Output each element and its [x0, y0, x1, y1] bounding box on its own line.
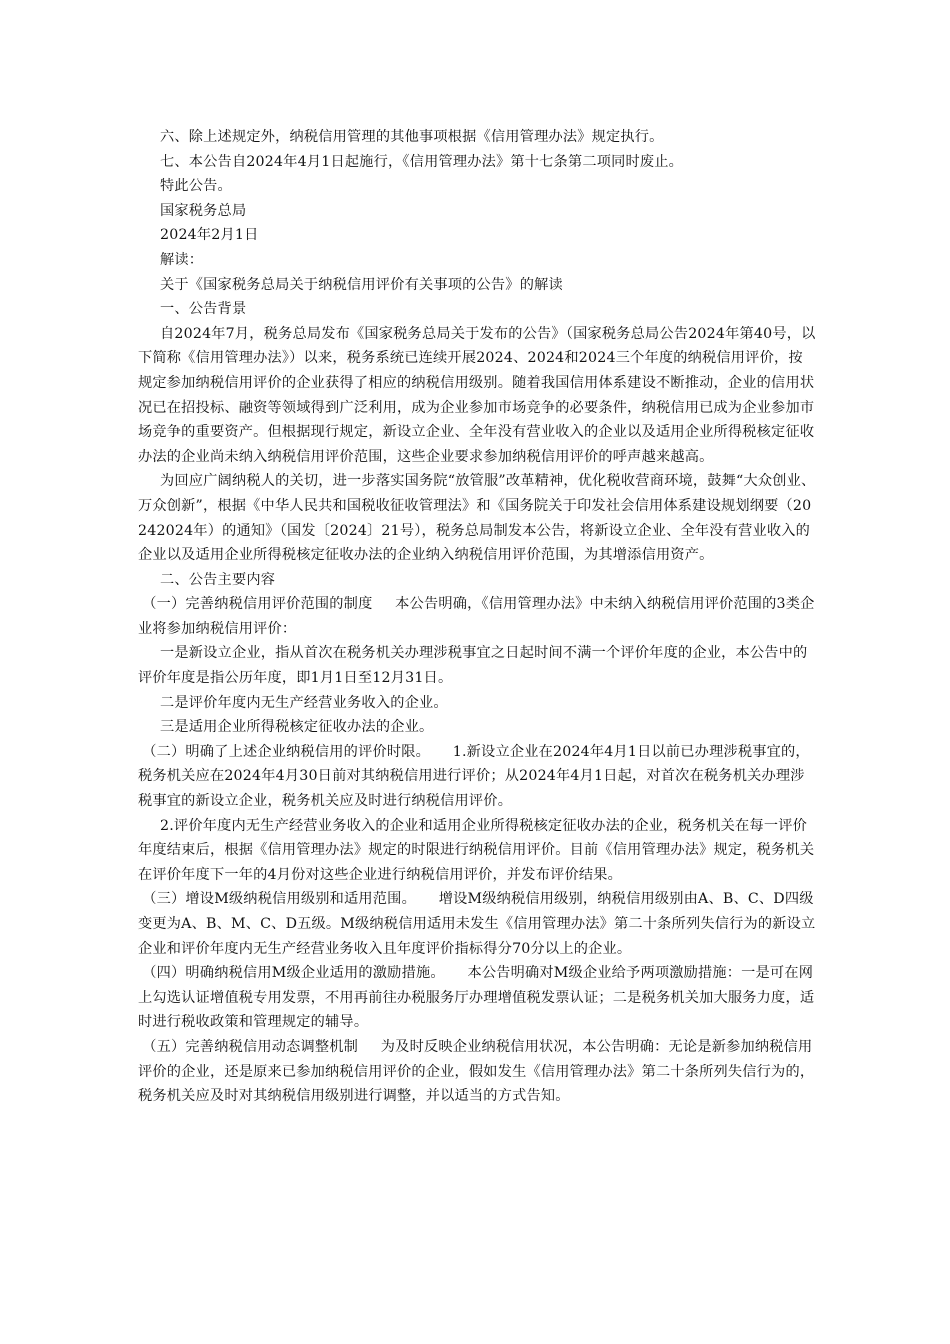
document-body	[138, 125, 816, 1109]
interpretation-label: 解读：	[160, 251, 204, 268]
item-3-text: 增设M级纳税信用级别，纳税信用级别由A、B、C、D四级变更为A、B、M、C、D五级。M级纳税信用适用未发生《信用管理办法》第二十条所列失信行为的新设立企业和评价年度内无生产经营业务收入且年度评价指标得分70分以上的企业。	[138, 891, 816, 957]
paragraph-item-3	[138, 887, 816, 961]
paragraph-article-6: 六、除上述规定外，纳税信用管理的其他事项根据《信用管理办法》规定执行。	[160, 129, 664, 145]
item-2-heading: （二）明确了上述企业纳税信用的评价时限。	[142, 743, 431, 760]
item-5-heading: （五）完善纳税信用动态调整机制	[142, 1038, 359, 1055]
paragraph-item-2-b: 2.评价年度内无生产经营业务收入的企业和适用企业所得税核定征收办法的企业，税务机关在每一评价年度结束后，根据《信用管理办法》规定的时限进行纳税信用评价。目前《信用管理办法》规定，税务机关在评价年度下一年的4月份对这些企业进行纳税信用评价，并发布评价结果。	[138, 817, 815, 883]
item-1-heading: （一）完善纳税信用评价范围的制度	[142, 596, 373, 613]
item-4-heading: （四）明确纳税信用M级企业适用的激励措施。	[142, 965, 445, 982]
item-1-text: 本公告明确，《信用管理办法》中未纳入纳税信用评价范围的3类企业将参加纳税信用评价：	[138, 596, 815, 637]
paragraph-item-1-a: 一是新设立企业，指从首次在税务机关办理涉税事宜之日起时间不满一个评价年度的企业，本公告中的评价年度是指公历年度，即1月1日至12月31日。	[138, 645, 808, 687]
paragraph-closing: 特此公告。	[160, 178, 232, 195]
paragraph-item-1	[138, 592, 816, 641]
section-heading-background: 一、公告背景	[160, 301, 247, 318]
item-3-heading: （三）增设M级纳税信用级别和适用范围。	[142, 891, 416, 908]
paragraph-item-4	[138, 961, 816, 1035]
paragraph-background-1: 自2024年7月，税务总局发布《国家税务总局关于发布的公告》（国家税务总局公告2024年第40号，以下简称《信用管理办法》）以来，税务系统已连续开展2024、2024和2024三个年度的纳税信用评价，按规定参加纳税信用评价的企业获得了相应的纳税信用级别。随着我国信用体系建设不断推动，企业的信用状况已在招投标、融资等领域得到广泛利用，成为企业参加市场竞争的必要条件，纳税信用已成为企业参加市场竞争的重要资产。但根据现行规定，新设立企业、全年没有营业收入的企业以及适用企业所得税核定征收办法的企业尚未纳入纳税信用评价范围，这些企业要求参加纳税信用评价的呼声越来越高。	[138, 325, 816, 465]
section-heading-main-content: 二、公告主要内容	[160, 571, 276, 588]
paragraph-background-2: 为回应广阔纳税人的关切，进一步落实国务院“放管服”改革精神，优化税收营商环境，鼓舞“大众创业、万众创新”，根据《中华人民共和国税收征收管理法》和《国务院关于印发社会信用体系建设规划纲要（20242024年）的通知》（国发〔2024〕21号），税务总局制发本公告，将新设立企业、全年没有营业收入的企业以及适用企业所得税核定征收办法的企业纳入纳税信用评价范围，为其增添信用资产。	[138, 473, 816, 564]
interpretation-title: 关于《国家税务总局关于纳税信用评价有关事项的公告》的解读	[160, 276, 563, 293]
paragraph-item-5	[138, 1035, 816, 1109]
item-4-text: 本公告明确对M级企业给予两项激励措施：一是可在网上勾选认证增值税专用发票，不用再前往办税服务厅办理增值税发票认证；二是税务机关加大服务力度，适时进行税收政策和管理规定的辅导。	[138, 965, 815, 1031]
item-2-text: 1.新设立企业在2024年4月1日以前已办理涉税事宜的，税务机关应在2024年4月30日前对其纳税信用进行评价；从2024年4月1日起，对首次在税务机关办理涉税事宜的新设立企业，税务机关应及时进行纳税信用评价。	[138, 743, 810, 810]
issue-date: 2024年2月1日	[160, 227, 259, 244]
paragraph-item-1-b: 二是评价年度内无生产经营业务收入的企业。	[160, 694, 448, 711]
paragraph-item-1-c: 三是适用企业所得税核定征收办法的企业。	[160, 719, 434, 736]
paragraph-article-7: 七、本公告自2024年4月1日起施行，《信用管理办法》第十七条第二项同时废止。	[160, 153, 684, 170]
item-5-text: 为及时反映企业纳税信用状况，本公告明确：无论是新参加纳税信用评价的企业，还是原来已参加纳税信用评价的企业，假如发生《信用管理办法》第二十条所列失信行为的，税务机关应及时对其纳税信用级别进行调整，并以适当的方式告知。	[138, 1038, 815, 1105]
paragraph-item-2	[138, 740, 816, 814]
issuer-name: 国家税务总局	[160, 202, 247, 219]
